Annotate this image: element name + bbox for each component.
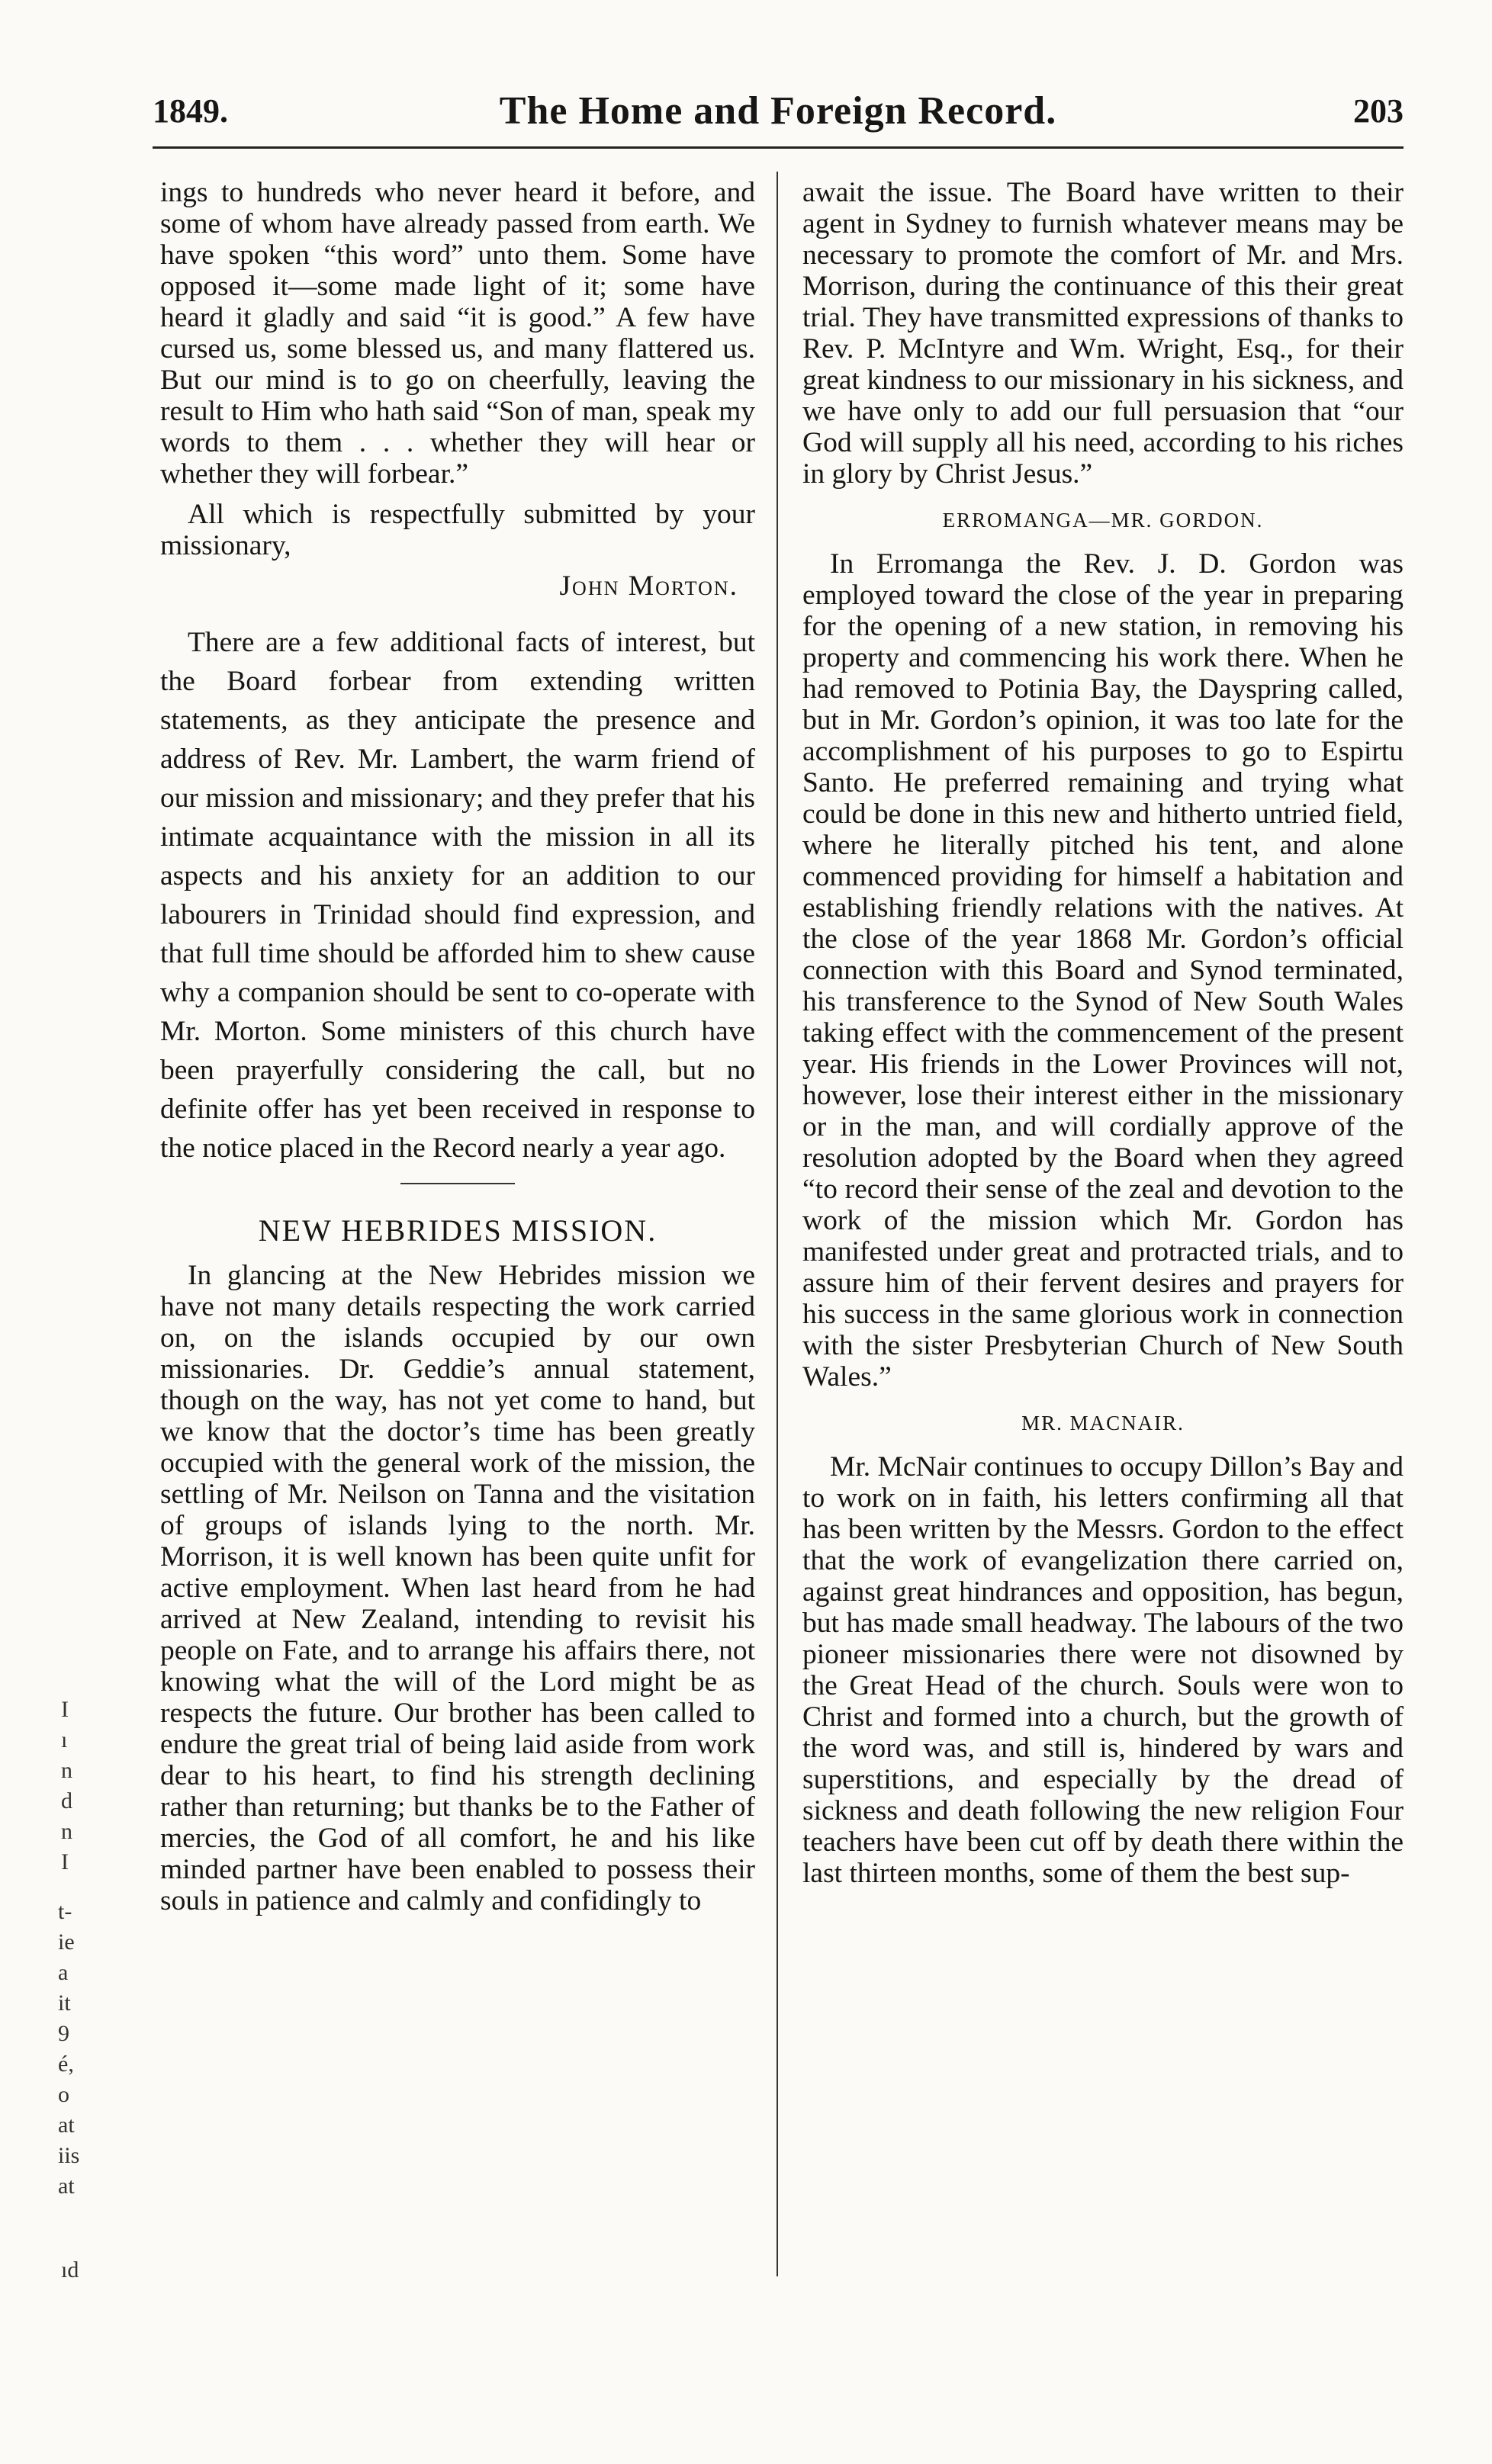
right-paragraph-2: In Erromanga the Rev. J. D. Gordon was employed toward the close of the year in preparing for the opening of a new station, in removing his property and commencing his work there. When he had removed to Potinia Bay, the Dayspring called, but in Mr. Gordon’s opinion, it was too late for the accomplishment of his purposes to go to Espirtu Santo. He preferred remaining and trying what could be done in this new and hitherto untried field, where he literally pitched his tent, and alone commenced providing for himself a habitation and establishing friendly relations with the natives. At the close of the year 1868 Mr. Gordon’s official connection with this Board and Synod terminated, his transference to the Synod of New South Wales taking effect with the commencement of the present year. His friends in the Lower Provinces will not, however, lose their interest either in the missionary or in the man, and will cordially approve of the resolution adopted by the Board when they agreed “to record their sense of the zeal and devotion to the work of the mission which Mr. Gordon has manifested under great and protracted trials, and to assure him of their fervent desires and prayers for his success in the same glorious work in connection with the sister Presbyterian Church of New South Wales.” (802, 548, 1404, 1393)
section-divider (400, 1183, 515, 1184)
left-paragraph-1: ings to hundreds who never heard it before, and some of whom have already passed from earth. We have spoken “this word” unto them. Some have opposed it—some made light of it; some have heard it gladly and said “it is good.” A few have cursed us, some blessed us, and many flattered us. But our mind is to go on cheerfully, leaving the result to Him who hath said “Son of man, speak my words to them . . . whether they will hear or whether they will forbear.” (160, 177, 755, 490)
subheading-macnair: MR. MACNAIR. (1021, 1412, 1185, 1434)
margin-char: I (61, 1849, 69, 1875)
left-column (160, 177, 755, 1926)
subheading-erromanga: ERROMANGA—MR. GORDON. (942, 509, 1264, 532)
margin-char: t- (58, 1899, 72, 1924)
section-heading: NEW HEBRIDES MISSION. (258, 1213, 658, 1248)
margin-char: I (61, 1697, 69, 1722)
signature: John Morton. (559, 570, 738, 602)
margin-char: d (61, 1788, 72, 1813)
header-year: 1849. (153, 92, 228, 130)
left-paragraph-4: In glancing at the New Hebrides mission we have not many details respecting the work carried on, on the islands occupied by our own missionaries. Dr. Geddie’s annual statement, though on the way, has not yet come to hand, but we know that the doctor’s time has been greatly occupied with the general work of the mission, the settling of Mr. Neilson on Tanna and the visitation of groups of islands lying to the north. Mr. Morrison, it is well known has been quite unfit for active employment. When last heard from he had arrived at New Zealand, intending to revisit his people on Fate, and to arrange his affairs there, not knowing what the will of the Lord might be as respects the future. Our brother has been called to endure the great trial of being laid aside from work dear to his heart, to find his strength declining rather than returning; but thanks be to the Father of mercies, the God of all comfort, he and his like minded partner have been enabled to possess their souls in patience and calmly and confidingly to (160, 1260, 755, 1916)
margin-char: ie (58, 1929, 75, 1955)
margin-char: iis (58, 2143, 80, 2168)
margin-char: ıd (61, 2257, 79, 2282)
page-number: 203 (1353, 92, 1404, 130)
margin-char: it (58, 1990, 71, 2016)
right-paragraph-1: await the issue. The Board have written to their agent in Sydney to furnish whatever means may be necessary to promote the comfort of Mr. and Mrs. Morrison, during the continuance of this their great trial. They have transmitted expressions of thanks to Rev. P. McIntyre and Wm. Wright, Esq., for their great kindness to our missionary in his sickness, and we have only to add our full persuasion that “our God will supply all his need, according to his riches in glory by Christ Jesus.” (802, 177, 1404, 490)
header-rule (153, 146, 1404, 149)
margin-char: at (58, 2112, 75, 2138)
left-paragraph-2: All which is respectfully submitted by your missionary, (160, 499, 755, 561)
right-paragraph-3: Mr. McNair continues to occupy Dillon’s Bay and to work on in faith, his letters confirming all that has been written by the Messrs. Gordon to the effect that the work of evangelization there carried on, against great hindrances and opposition, has begun, but has made small headway. The labours of the two pioneer missionaries there were not disowned by the Great Head of the church. Souls were won to Christ and formed into a church, but the growth of the word was, and still is, hindered by wars and superstitions, and especially by the dread of sickness and death following the new religion Four teachers have been cut off by death there within the last thirteen months, some of them the best sup- (802, 1451, 1404, 1889)
margin-char: at (58, 2173, 75, 2199)
header-title: The Home and Foreign Record. (499, 89, 1057, 133)
margin-char: a (58, 1960, 69, 1985)
margin-char: 9 (58, 2021, 69, 2046)
margin-char: n (61, 1819, 72, 1844)
margin-char: n (61, 1758, 72, 1783)
margin-char: o (58, 2082, 69, 2107)
margin-char: é, (58, 2051, 74, 2077)
right-column (802, 177, 1404, 1898)
left-paragraph-3: There are a few additional facts of interest, but the Board forbear from extending written statements, as they anticipate the presence and address of Rev. Mr. Lambert, the warm friend of our mission and missionary; and they prefer that his intimate acquaintance with the mission in all its aspects and his anxiety for an addition to our labourers in Trinidad should find expression, and that full time should be afforded him to shew cause why a companion should be sent to co-operate with Mr. Morton. Some ministers of this church have been prayerfully considering the call, but no definite offer has yet been received in response to the notice placed in the Record nearly a year ago. (160, 627, 755, 1164)
column-divider (777, 172, 778, 2276)
margin-char: ı (61, 1727, 68, 1752)
page-header (153, 89, 1404, 145)
